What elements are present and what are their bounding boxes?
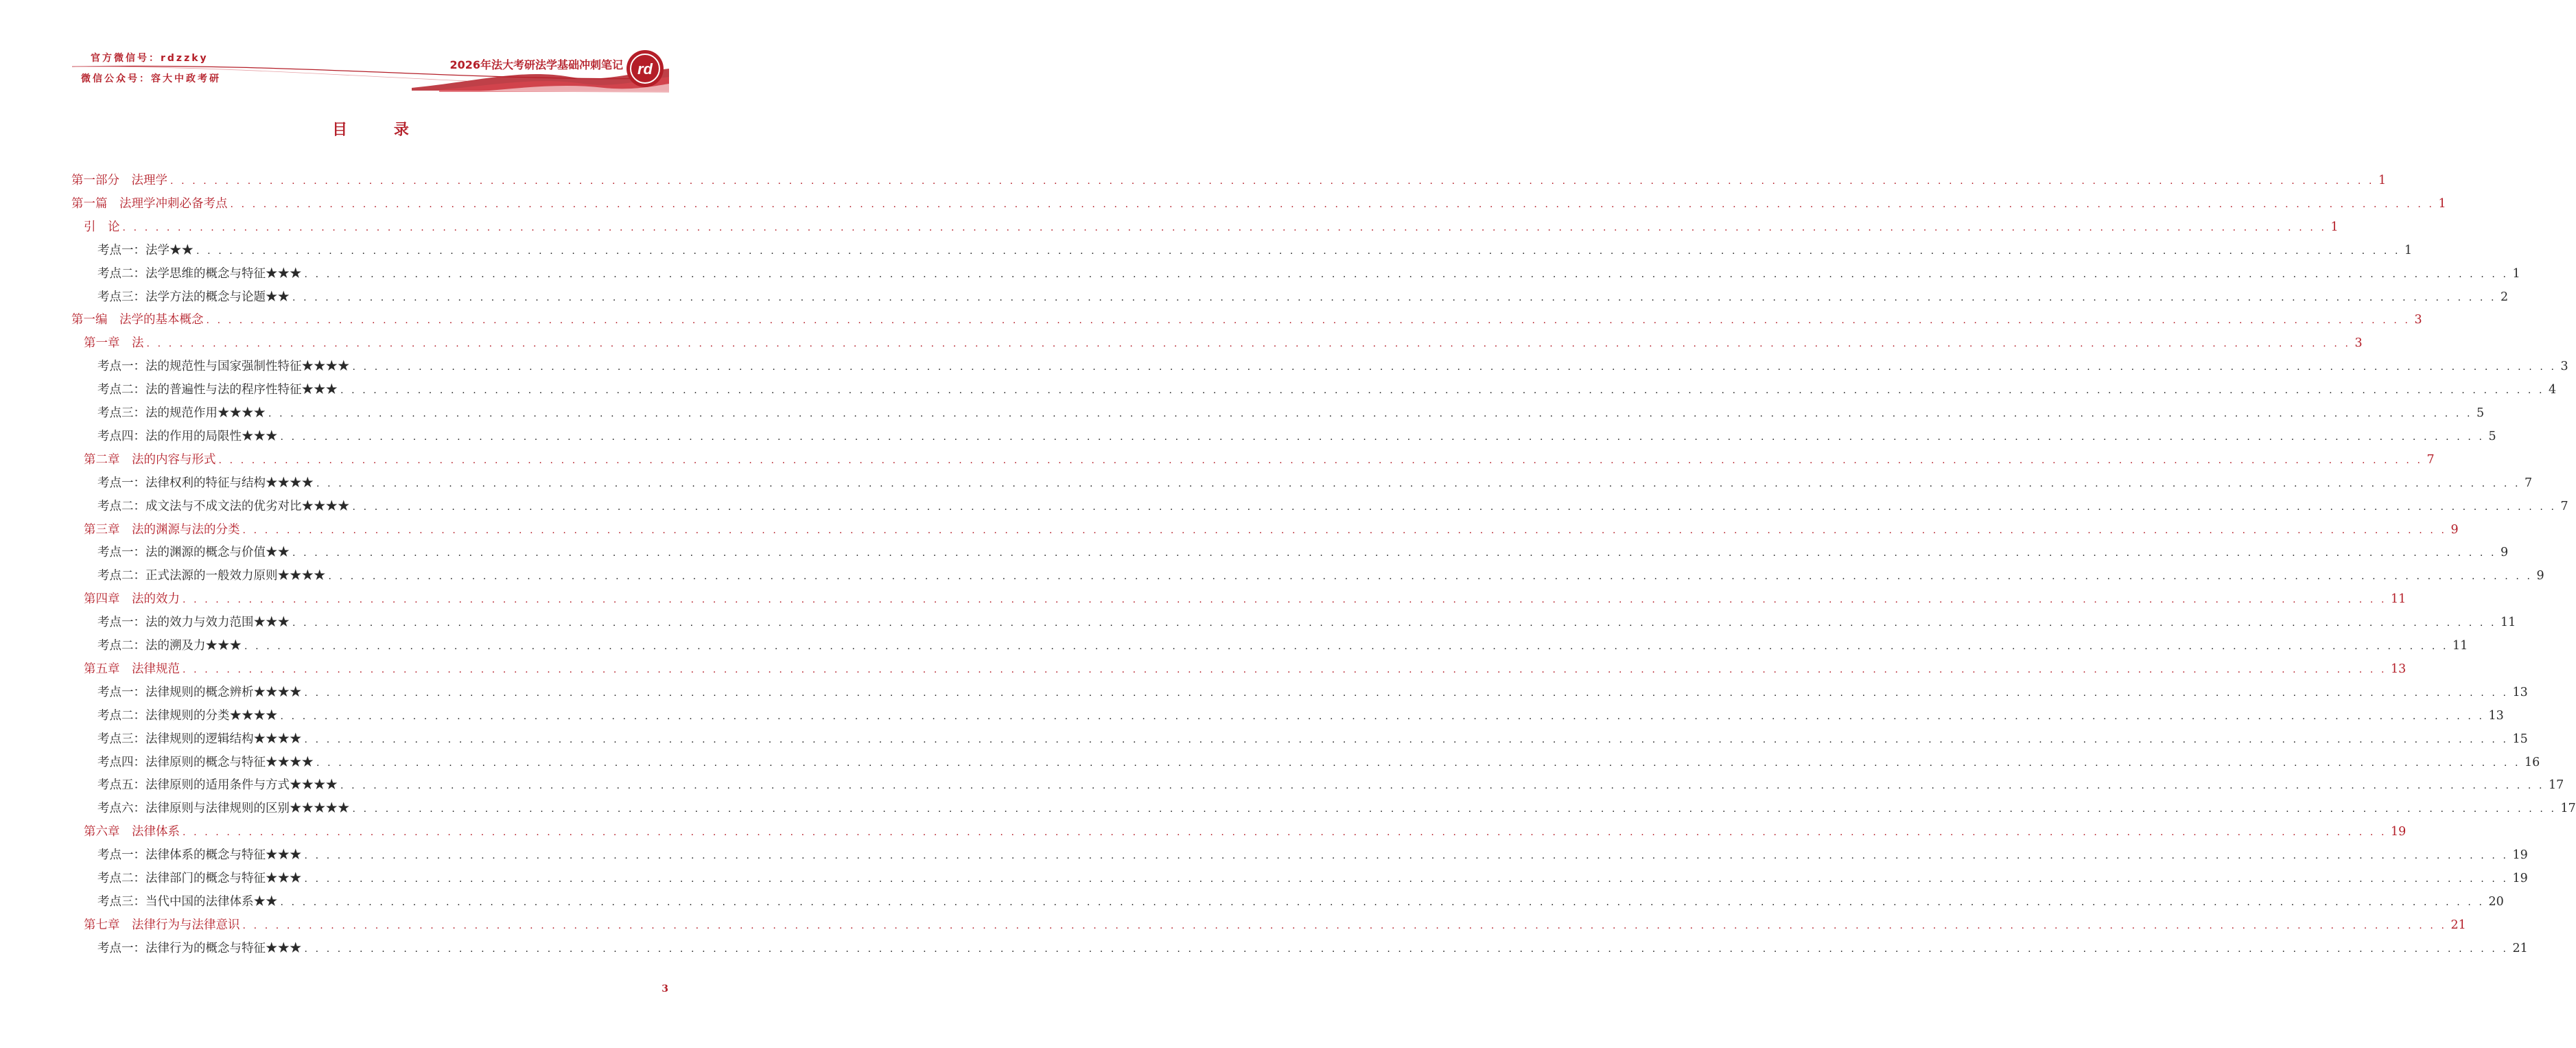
toc-entry-topic[interactable]	[97, 773, 2564, 797]
toc-entry-topic[interactable]	[97, 937, 2528, 960]
wechat-id-label: 官方微信号：rdzzky	[91, 53, 209, 64]
toc-entry-label: 考点一：法的效力与效力范围★★★	[97, 616, 290, 630]
dot-leader: . . . . . . . . . . . . . . . . . . . . . . . . . . . . . . . . . . . . . . . . . . . . . . . . . . . . . . . . . . . . . . . . . . . . . . . . . . . . . . . . . . . . . . . . . . . . . . . . . . . . . . . . . . . . . . . . . . . . . . . . . . . . . . . . . . . . . . . . . . . . . . . . . . . . . . . . . . . . . . . . . . . . . . . . . . . . . . . . . . . . . . . . . . . . . . . . . . . . . . . .	[170, 176, 2375, 187]
dot-leader: . . . . . . . . . . . . . . . . . . . . . . . . . . . . . . . . . . . . . . . . . . . . . . . . . . . . . . . . . . . . . . . . . . . . . . . . . . . . . . . . . . . . . . . . . . . . . . . . . . . . . . . . . . . . . . . . . . . . . . . . . . . . . . . . . . . . . . . . . . . . . . . . . . . . . . . . . . . . . . . . . . . . . . . . . . . . . . . . . . . . . . . . . . . . . . . . . . . . . . . .	[340, 385, 2545, 397]
toc-entry-topic[interactable]	[97, 797, 2576, 820]
toc-entry-label: 考点一：法律权利的特征与结构★★★★	[97, 476, 314, 490]
toc-entry-topic[interactable]	[97, 425, 2496, 448]
toc-entry-label: 考点一：法学★★	[97, 243, 194, 257]
toc-entry-topic[interactable]	[97, 704, 2504, 727]
toc-entry-page: 13	[2391, 662, 2407, 676]
toc-entry-label: 考点五：法律原则的适用条件与方式★★★★	[97, 778, 338, 793]
toc-entry-page: 3	[2414, 313, 2422, 327]
toc-entry-label: 考点二：法的普遍性与法的程序性特征★★★	[97, 383, 338, 397]
toc-entry-topic[interactable]	[97, 681, 2528, 704]
toc-entry-label: 考点三：当代中国的法律体系★★	[97, 894, 278, 909]
dot-leader: . . . . . . . . . . . . . . . . . . . . . . . . . . . . . . . . . . . . . . . . . . . . . . . . . . . . . . . . . . . . . . . . . . . . . . . . . . . . . . . . . . . . . . . . . . . . . . . . . . . . . . . . . . . . . . . . . . . . . . . . . . . . . . . . . . . . . . . . . . . . . . . . . . . . . . . . . . . . . . . . . . . . . . . . . . . . . . . . . . . . . . . . . . . . . . . . . . . . . . . .	[242, 524, 2447, 536]
toc-entry-heading[interactable]	[71, 169, 2387, 192]
toc-entry-label: 第一篇 法理学冲刺必备考点	[71, 196, 228, 211]
dot-leader: . . . . . . . . . . . . . . . . . . . . . . . . . . . . . . . . . . . . . . . . . . . . . . . . . . . . . . . . . . . . . . . . . . . . . . . . . . . . . . . . . . . . . . . . . . . . . . . . . . . . . . . . . . . . . . . . . . . . . . . . . . . . . . . . . . . . . . . . . . . . . . . . . . . . . . . . . . . . . . . . . . . . . . . . . . . . . . . . . . . . . . . . . . . . . . . . . . . . . . . .	[268, 408, 2473, 419]
toc-entry-page: 5	[2477, 406, 2485, 420]
dot-leader: . . . . . . . . . . . . . . . . . . . . . . . . . . . . . . . . . . . . . . . . . . . . . . . . . . . . . . . . . . . . . . . . . . . . . . . . . . . . . . . . . . . . . . . . . . . . . . . . . . . . . . . . . . . . . . . . . . . . . . . . . . . . . . . . . . . . . . . . . . . . . . . . . . . . . . . . . . . . . . . . . . . . . . . . . . . . . . . . . . . . . . . . . . . . . . . . . . . . . . . .	[242, 920, 2447, 931]
dot-leader: . . . . . . . . . . . . . . . . . . . . . . . . . . . . . . . . . . . . . . . . . . . . . . . . . . . . . . . . . . . . . . . . . . . . . . . . . . . . . . . . . . . . . . . . . . . . . . . . . . . . . . . . . . . . . . . . . . . . . . . . . . . . . . . . . . . . . . . . . . . . . . . . . . . . . . . . . . . . . . . . . . . . . . . . . . . . . . . . . . . . . . . . . . . . . . . . . . . . . . . .	[183, 664, 2387, 675]
toc-entry-topic[interactable]	[97, 239, 2413, 262]
toc-entry-page: 15	[2512, 732, 2528, 746]
toc-entry-label: 第二章 法的内容与形式	[84, 452, 216, 467]
dot-leader: . . . . . . . . . . . . . . . . . . . . . . . . . . . . . . . . . . . . . . . . . . . . . . . . . . . . . . . . . . . . . . . . . . . . . . . . . . . . . . . . . . . . . . . . . . . . . . . . . . . . . . . . . . . . . . . . . . . . . . . . . . . . . . . . . . . . . . . . . . . . . . . . . . . . . . . . . . . . . . . . . . . . . . . . . . . . . . . . . . . . . . . . . . . . . . . . . . . . . . . .	[340, 780, 2545, 792]
toc-entry-label: 考点四：法律原则的概念与特征★★★★	[97, 755, 314, 769]
toc-entry-page: 17	[2560, 802, 2576, 816]
svg-text:rd: rd	[637, 60, 653, 78]
dot-leader: . . . . . . . . . . . . . . . . . . . . . . . . . . . . . . . . . . . . . . . . . . . . . . . . . . . . . . . . . . . . . . . . . . . . . . . . . . . . . . . . . . . . . . . . . . . . . . . . . . . . . . . . . . . . . . . . . . . . . . . . . . . . . . . . . . . . . . . . . . . . . . . . . . . . . . . . . . . . . . . . . . . . . . . . . . . . . . . . . . . . . . . . . . . . . . . . . . . . . . . .	[196, 245, 2401, 257]
toc-entry-page: 19	[2512, 848, 2528, 863]
toc-entry-page: 13	[2512, 685, 2528, 699]
toc-entry-topic[interactable]	[97, 843, 2528, 867]
toc-entry-page: 20	[2488, 894, 2504, 909]
dot-leader: . . . . . . . . . . . . . . . . . . . . . . . . . . . . . . . . . . . . . . . . . . . . . . . . . . . . . . . . . . . . . . . . . . . . . . . . . . . . . . . . . . . . . . . . . . . . . . . . . . . . . . . . . . . . . . . . . . . . . . . . . . . . . . . . . . . . . . . . . . . . . . . . . . . . . . . . . . . . . . . . . . . . . . . . . . . . . . . . . . . . . . . . . . . . . . . . . . . . . . . .	[218, 454, 2423, 466]
dot-leader: . . . . . . . . . . . . . . . . . . . . . . . . . . . . . . . . . . . . . . . . . . . . . . . . . . . . . . . . . . . . . . . . . . . . . . . . . . . . . . . . . . . . . . . . . . . . . . . . . . . . . . . . . . . . . . . . . . . . . . . . . . . . . . . . . . . . . . . . . . . . . . . . . . . . . . . . . . . . . . . . . . . . . . . . . . . . . . . . . . . . . . . . . . . . . . . . . . . . . . . .	[304, 687, 2509, 699]
toc-entry-page: 3	[2560, 360, 2568, 374]
toc-entry-label: 考点二：法学思维的概念与特征★★★	[97, 266, 302, 281]
toc-entry-topic[interactable]	[97, 867, 2528, 890]
dot-leader: . . . . . . . . . . . . . . . . . . . . . . . . . . . . . . . . . . . . . . . . . . . . . . . . . . . . . . . . . . . . . . . . . . . . . . . . . . . . . . . . . . . . . . . . . . . . . . . . . . . . . . . . . . . . . . . . . . . . . . . . . . . . . . . . . . . . . . . . . . . . . . . . . . . . . . . . . . . . . . . . . . . . . . . . . . . . . . . . . . . . . . . . . . . . . . . . . . . . . . . .	[280, 710, 2485, 722]
dot-leader: . . . . . . . . . . . . . . . . . . . . . . . . . . . . . . . . . . . . . . . . . . . . . . . . . . . . . . . . . . . . . . . . . . . . . . . . . . . . . . . . . . . . . . . . . . . . . . . . . . . . . . . . . . . . . . . . . . . . . . . . . . . . . . . . . . . . . . . . . . . . . . . . . . . . . . . . . . . . . . . . . . . . . . . . . . . . . . . . . . . . . . . . . . . . . . . . . . . . . . . .	[352, 362, 2557, 373]
toc-entry-label: 考点三：法的规范作用★★★★	[97, 406, 266, 420]
toc-entry-label: 第六章 法律体系	[84, 825, 180, 839]
toc-entry-page: 9	[2450, 522, 2459, 537]
toc-entry-page: 4	[2549, 383, 2557, 397]
toc-entry-label: 第一编 法学的基本概念	[71, 313, 204, 327]
toc-entry-topic[interactable]	[97, 634, 2468, 657]
toc-entry-label: 引 论	[84, 220, 120, 234]
toc-entry-page: 7	[2560, 499, 2568, 513]
toc-entry-page: 1	[2512, 266, 2520, 281]
dot-leader: . . . . . . . . . . . . . . . . . . . . . . . . . . . . . . . . . . . . . . . . . . . . . . . . . . . . . . . . . . . . . . . . . . . . . . . . . . . . . . . . . . . . . . . . . . . . . . . . . . . . . . . . . . . . . . . . . . . . . . . . . . . . . . . . . . . . . . . . . . . . . . . . . . . . . . . . . . . . . . . . . . . . . . . . . . . . . . . . . . . . . . . . . . . . . . . . . . . . . . . .	[122, 222, 2327, 233]
toc-entry-label: 考点二：正式法源的一般效力原则★★★★	[97, 569, 326, 583]
toc-entry-topic[interactable]	[97, 751, 2540, 774]
toc-entry-page: 11	[2391, 592, 2407, 607]
toc-entry-page: 5	[2488, 429, 2496, 443]
toc-entry-label: 考点一：法的规范性与国家强制性特征★★★★	[97, 360, 350, 374]
toc-entry-label: 第五章 法律规范	[84, 662, 180, 676]
toc-entry-page: 11	[2501, 616, 2516, 630]
toc-entry-label: 考点一：法律体系的概念与特征★★★	[97, 848, 302, 863]
toc-entry-topic[interactable]	[97, 355, 2568, 378]
toc-entry-page: 9	[2501, 546, 2509, 560]
toc-entry-page: 13	[2488, 708, 2504, 723]
toc-entry-page: 7	[2426, 452, 2435, 467]
toc-entry-label: 考点三：法律规则的逻辑结构★★★★	[97, 732, 302, 746]
toc-entry-label: 考点一：法律行为的概念与特征★★★	[97, 941, 302, 955]
toc-entry-label: 考点六：法律原则与法律规则的区别★★★★★	[97, 802, 350, 816]
dot-leader: . . . . . . . . . . . . . . . . . . . . . . . . . . . . . . . . . . . . . . . . . . . . . . . . . . . . . . . . . . . . . . . . . . . . . . . . . . . . . . . . . . . . . . . . . . . . . . . . . . . . . . . . . . . . . . . . . . . . . . . . . . . . . . . . . . . . . . . . . . . . . . . . . . . . . . . . . . . . . . . . . . . . . . . . . . . . . . . . . . . . . . . . . . . . . . . . . . . . . . . .	[352, 501, 2557, 513]
toc-entry-topic[interactable]	[97, 564, 2544, 587]
toc-entry-label: 考点一：法的渊源的概念与价值★★	[97, 546, 290, 560]
toc-entry-page: 1	[2404, 243, 2413, 257]
toc-entry-heading[interactable]	[84, 587, 2407, 611]
toc-entry-page: 7	[2525, 476, 2533, 490]
dot-leader: . . . . . . . . . . . . . . . . . . . . . . . . . . . . . . . . . . . . . . . . . . . . . . . . . . . . . . . . . . . . . . . . . . . . . . . . . . . . . . . . . . . . . . . . . . . . . . . . . . . . . . . . . . . . . . . . . . . . . . . . . . . . . . . . . . . . . . . . . . . . . . . . . . . . . . . . . . . . . . . . . . . . . . . . . . . . . . . . . . . . . . . . . . . . . . . . . . . . . . . .	[304, 850, 2509, 862]
toc-entry-label: 考点三：法学方法的概念与论题★★	[97, 290, 290, 304]
toc-entry-page: 1	[2330, 220, 2339, 234]
dot-leader: . . . . . . . . . . . . . . . . . . . . . . . . . . . . . . . . . . . . . . . . . . . . . . . . . . . . . . . . . . . . . . . . . . . . . . . . . . . . . . . . . . . . . . . . . . . . . . . . . . . . . . . . . . . . . . . . . . . . . . . . . . . . . . . . . . . . . . . . . . . . . . . . . . . . . . . . . . . . . . . . . . . . . . . . . . . . . . . . . . . . . . . . . . . . . . . . . . . . . . . .	[244, 641, 2449, 652]
toc-entry-label: 考点二：法律规则的分类★★★★	[97, 708, 278, 723]
dot-leader: . . . . . . . . . . . . . . . . . . . . . . . . . . . . . . . . . . . . . . . . . . . . . . . . . . . . . . . . . . . . . . . . . . . . . . . . . . . . . . . . . . . . . . . . . . . . . . . . . . . . . . . . . . . . . . . . . . . . . . . . . . . . . . . . . . . . . . . . . . . . . . . . . . . . . . . . . . . . . . . . . . . . . . . . . . . . . . . . . . . . . . . . . . . . . . . . . . . . . . . .	[183, 594, 2387, 606]
dot-leader: . . . . . . . . . . . . . . . . . . . . . . . . . . . . . . . . . . . . . . . . . . . . . . . . . . . . . . . . . . . . . . . . . . . . . . . . . . . . . . . . . . . . . . . . . . . . . . . . . . . . . . . . . . . . . . . . . . . . . . . . . . . . . . . . . . . . . . . . . . . . . . . . . . . . . . . . . . . . . . . . . . . . . . . . . . . . . . . . . . . . . . . . . . . . . . . . . . . . . . . .	[292, 548, 2497, 559]
book-title: 2026年法大考研法学基础冲刺笔记	[449, 58, 623, 71]
toc-entry-topic[interactable]	[97, 262, 2520, 286]
toc-entry-topic[interactable]	[97, 286, 2509, 309]
toc-entry-label: 考点二：法律部门的概念与特征★★★	[97, 872, 302, 885]
dot-leader: . . . . . . . . . . . . . . . . . . . . . . . . . . . . . . . . . . . . . . . . . . . . . . . . . . . . . . . . . . . . . . . . . . . . . . . . . . . . . . . . . . . . . . . . . . . . . . . . . . . . . . . . . . . . . . . . . . . . . . . . . . . . . . . . . . . . . . . . . . . . . . . . . . . . . . . . . . . . . . . . . . . . . . . . . . . . . . . . . . . . . . . . . . . . . . . . . . . . . . . .	[304, 943, 2509, 955]
toc-entry-label: 考点二：成文法与不成文法的优劣对比★★★★	[97, 499, 350, 513]
dot-leader: . . . . . . . . . . . . . . . . . . . . . . . . . . . . . . . . . . . . . . . . . . . . . . . . . . . . . . . . . . . . . . . . . . . . . . . . . . . . . . . . . . . . . . . . . . . . . . . . . . . . . . . . . . . . . . . . . . . . . . . . . . . . . . . . . . . . . . . . . . . . . . . . . . . . . . . . . . . . . . . . . . . . . . . . . . . . . . . . . . . . . . . . . . . . . . . . . . . . . . . .	[280, 431, 2485, 443]
rd-logo-icon	[626, 49, 664, 88]
public-account-label: 微信公众号：容大中政考研	[81, 73, 221, 84]
toc-entry-topic[interactable]	[97, 727, 2528, 751]
toc-entry-label: 第一部分 法理学	[71, 174, 167, 187]
toc-entry-label: 第七章 法律行为与法律意识	[84, 918, 240, 932]
dot-leader: . . . . . . . . . . . . . . . . . . . . . . . . . . . . . . . . . . . . . . . . . . . . . . . . . . . . . . . . . . . . . . . . . . . . . . . . . . . . . . . . . . . . . . . . . . . . . . . . . . . . . . . . . . . . . . . . . . . . . . . . . . . . . . . . . . . . . . . . . . . . . . . . . . . . . . . . . . . . . . . . . . . . . . . . . . . . . . . . . . . . . . . . . . . . . . . . . . . . . . . .	[316, 478, 2521, 489]
toc-entry-label: 考点四：法的作用的局限性★★★	[97, 429, 278, 443]
toc-entry-page: 3	[2354, 336, 2363, 351]
toc-entry-topic[interactable]	[97, 541, 2509, 564]
dot-leader: . . . . . . . . . . . . . . . . . . . . . . . . . . . . . . . . . . . . . . . . . . . . . . . . . . . . . . . . . . . . . . . . . . . . . . . . . . . . . . . . . . . . . . . . . . . . . . . . . . . . . . . . . . . . . . . . . . . . . . . . . . . . . . . . . . . . . . . . . . . . . . . . . . . . . . . . . . . . . . . . . . . . . . . . . . . . . . . . . . . . . . . . . . . . . . . . . . . . . . . .	[183, 827, 2387, 839]
dot-leader: . . . . . . . . . . . . . . . . . . . . . . . . . . . . . . . . . . . . . . . . . . . . . . . . . . . . . . . . . . . . . . . . . . . . . . . . . . . . . . . . . . . . . . . . . . . . . . . . . . . . . . . . . . . . . . . . . . . . . . . . . . . . . . . . . . . . . . . . . . . . . . . . . . . . . . . . . . . . . . . . . . . . . . . . . . . . . . . . . . . . . . . . . . . . . . . . . . . . . . . .	[316, 757, 2521, 769]
dot-leader: . . . . . . . . . . . . . . . . . . . . . . . . . . . . . . . . . . . . . . . . . . . . . . . . . . . . . . . . . . . . . . . . . . . . . . . . . . . . . . . . . . . . . . . . . . . . . . . . . . . . . . . . . . . . . . . . . . . . . . . . . . . . . . . . . . . . . . . . . . . . . . . . . . . . . . . . . . . . . . . . . . . . . . . . . . . . . . . . . . . . . . . . . . . . . . . . . . . . . . . .	[280, 896, 2485, 908]
toc-entry-topic[interactable]	[97, 495, 2568, 518]
toc-entry-label: 考点一：法律规则的概念辨析★★★★	[97, 685, 302, 699]
dot-leader: . . . . . . . . . . . . . . . . . . . . . . . . . . . . . . . . . . . . . . . . . . . . . . . . . . . . . . . . . . . . . . . . . . . . . . . . . . . . . . . . . . . . . . . . . . . . . . . . . . . . . . . . . . . . . . . . . . . . . . . . . . . . . . . . . . . . . . . . . . . . . . . . . . . . . . . . . . . . . . . . . . . . . . . . . . . . . . . . . . . . . . . . . . . . . . . . . . . . . . . .	[230, 198, 2435, 210]
toc-entry-label: 第三章 法的渊源与法的分类	[84, 522, 240, 537]
toc-entry-heading[interactable]	[84, 331, 2363, 355]
toc-title: 目 录	[332, 121, 430, 139]
dot-leader: . . . . . . . . . . . . . . . . . . . . . . . . . . . . . . . . . . . . . . . . . . . . . . . . . . . . . . . . . . . . . . . . . . . . . . . . . . . . . . . . . . . . . . . . . . . . . . . . . . . . . . . . . . . . . . . . . . . . . . . . . . . . . . . . . . . . . . . . . . . . . . . . . . . . . . . . . . . . . . . . . . . . . . . . . . . . . . . . . . . . . . . . . . . . . . . . . . . . . . . .	[304, 874, 2509, 885]
toc-entry-page: 2	[2501, 290, 2509, 304]
toc-entry-page: 11	[2452, 639, 2468, 653]
toc-entry-label: 第一章 法	[84, 336, 144, 351]
toc-entry-heading[interactable]	[84, 216, 2339, 239]
toc-entry-topic[interactable]	[97, 401, 2485, 425]
toc-entry-page: 19	[2512, 872, 2528, 885]
dot-leader: . . . . . . . . . . . . . . . . . . . . . . . . . . . . . . . . . . . . . . . . . . . . . . . . . . . . . . . . . . . . . . . . . . . . . . . . . . . . . . . . . . . . . . . . . . . . . . . . . . . . . . . . . . . . . . . . . . . . . . . . . . . . . . . . . . . . . . . . . . . . . . . . . . . . . . . . . . . . . . . . . . . . . . . . . . . . . . . . . . . . . . . . . . . . . . . . . . . . . . . .	[352, 804, 2557, 815]
toc-entry-page: 1	[2438, 196, 2446, 211]
toc-entry-page: 19	[2391, 825, 2407, 839]
page-number: 3	[661, 983, 668, 994]
toc-entry-page: 1	[2378, 174, 2387, 187]
toc-entry-label: 第四章 法的效力	[84, 592, 180, 607]
dot-leader: . . . . . . . . . . . . . . . . . . . . . . . . . . . . . . . . . . . . . . . . . . . . . . . . . . . . . . . . . . . . . . . . . . . . . . . . . . . . . . . . . . . . . . . . . . . . . . . . . . . . . . . . . . . . . . . . . . . . . . . . . . . . . . . . . . . . . . . . . . . . . . . . . . . . . . . . . . . . . . . . . . . . . . . . . . . . . . . . . . . . . . . . . . . . . . . . . . . . . . . .	[292, 618, 2497, 629]
toc-entry-heading[interactable]	[84, 448, 2435, 471]
toc-entry-label: 考点二：法的溯及力★★★	[97, 639, 242, 653]
toc-entry-page: 21	[2512, 941, 2528, 955]
dot-leader: . . . . . . . . . . . . . . . . . . . . . . . . . . . . . . . . . . . . . . . . . . . . . . . . . . . . . . . . . . . . . . . . . . . . . . . . . . . . . . . . . . . . . . . . . . . . . . . . . . . . . . . . . . . . . . . . . . . . . . . . . . . . . . . . . . . . . . . . . . . . . . . . . . . . . . . . . . . . . . . . . . . . . . . . . . . . . . . . . . . . . . . . . . . . . . . . . . . . . . . .	[146, 338, 2351, 350]
toc-entry-heading[interactable]	[84, 913, 2466, 937]
toc-entry-heading[interactable]	[84, 518, 2459, 542]
page-header	[0, 0, 741, 103]
dot-leader: . . . . . . . . . . . . . . . . . . . . . . . . . . . . . . . . . . . . . . . . . . . . . . . . . . . . . . . . . . . . . . . . . . . . . . . . . . . . . . . . . . . . . . . . . . . . . . . . . . . . . . . . . . . . . . . . . . . . . . . . . . . . . . . . . . . . . . . . . . . . . . . . . . . . . . . . . . . . . . . . . . . . . . . . . . . . . . . . . . . . . . . . . . . . . . . . . . . . . . . .	[292, 292, 2497, 303]
toc-entry-topic[interactable]	[97, 611, 2516, 634]
toc-entry-heading[interactable]	[71, 308, 2422, 331]
toc-entry-topic[interactable]	[97, 378, 2557, 401]
toc-entry-heading[interactable]	[84, 820, 2407, 843]
toc-entry-page: 16	[2525, 755, 2540, 769]
toc-entry-topic[interactable]	[97, 890, 2504, 913]
dot-leader: . . . . . . . . . . . . . . . . . . . . . . . . . . . . . . . . . . . . . . . . . . . . . . . . . . . . . . . . . . . . . . . . . . . . . . . . . . . . . . . . . . . . . . . . . . . . . . . . . . . . . . . . . . . . . . . . . . . . . . . . . . . . . . . . . . . . . . . . . . . . . . . . . . . . . . . . . . . . . . . . . . . . . . . . . . . . . . . . . . . . . . . . . . . . . . . . . . . . . . . .	[206, 315, 2411, 327]
toc-entry-heading[interactable]	[71, 192, 2446, 216]
toc-entry-topic[interactable]	[97, 471, 2533, 495]
toc-entry-page: 9	[2536, 569, 2544, 583]
dot-leader: . . . . . . . . . . . . . . . . . . . . . . . . . . . . . . . . . . . . . . . . . . . . . . . . . . . . . . . . . . . . . . . . . . . . . . . . . . . . . . . . . . . . . . . . . . . . . . . . . . . . . . . . . . . . . . . . . . . . . . . . . . . . . . . . . . . . . . . . . . . . . . . . . . . . . . . . . . . . . . . . . . . . . . . . . . . . . . . . . . . . . . . . . . . . . . . . . . . . . . . .	[304, 268, 2509, 280]
toc-entry-page: 21	[2450, 918, 2466, 932]
dot-leader: . . . . . . . . . . . . . . . . . . . . . . . . . . . . . . . . . . . . . . . . . . . . . . . . . . . . . . . . . . . . . . . . . . . . . . . . . . . . . . . . . . . . . . . . . . . . . . . . . . . . . . . . . . . . . . . . . . . . . . . . . . . . . . . . . . . . . . . . . . . . . . . . . . . . . . . . . . . . . . . . . . . . . . . . . . . . . . . . . . . . . . . . . . . . . . . . . . . . . . . .	[304, 734, 2509, 745]
toc-entry-page: 17	[2549, 778, 2564, 793]
toc-entry-heading[interactable]	[84, 657, 2407, 681]
dot-leader: . . . . . . . . . . . . . . . . . . . . . . . . . . . . . . . . . . . . . . . . . . . . . . . . . . . . . . . . . . . . . . . . . . . . . . . . . . . . . . . . . . . . . . . . . . . . . . . . . . . . . . . . . . . . . . . . . . . . . . . . . . . . . . . . . . . . . . . . . . . . . . . . . . . . . . . . . . . . . . . . . . . . . . . . . . . . . . . . . . . . . . . . . . . . . . . . . . . . . . . .	[328, 571, 2533, 583]
